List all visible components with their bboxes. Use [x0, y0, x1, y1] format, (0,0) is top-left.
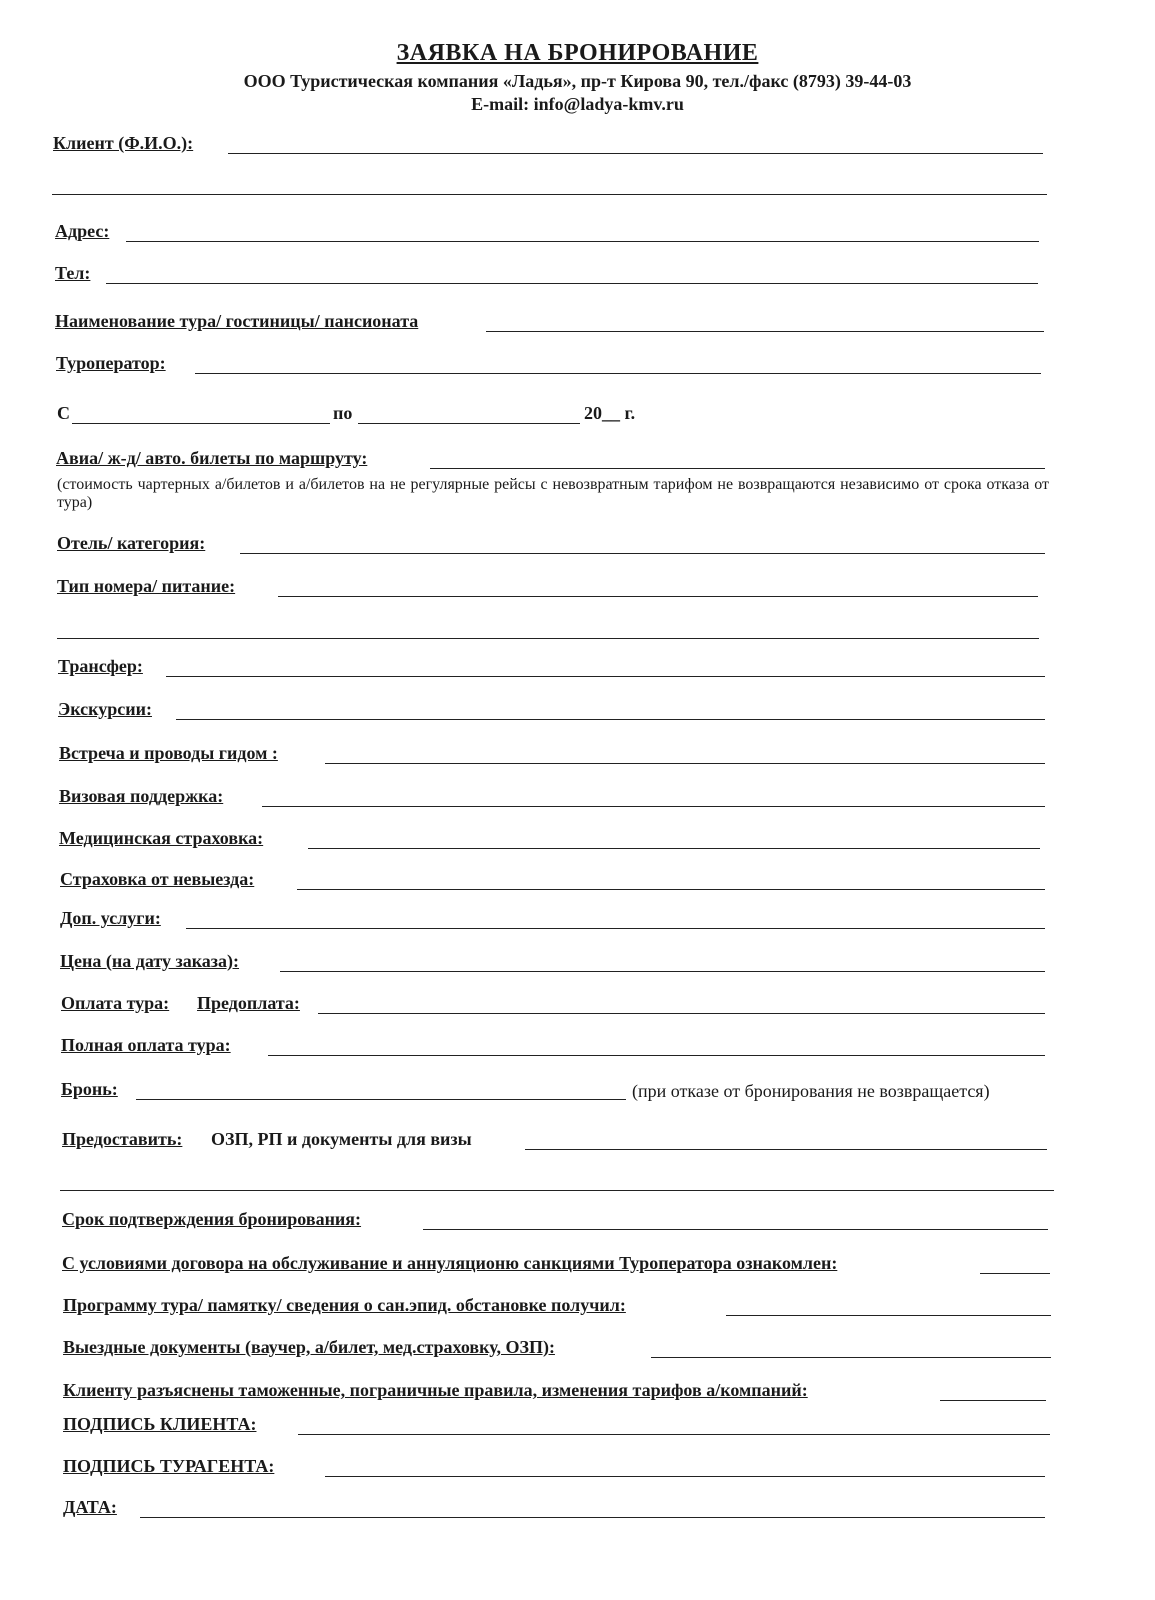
- rules-ack-label: Клиенту разъяснены таможенные, пограничные правила, изменения тарифов а/компаний:: [63, 1380, 808, 1400]
- prepayment-field[interactable]: [318, 1013, 1045, 1014]
- transfer-field[interactable]: [166, 676, 1045, 677]
- terms-ack-label: С условиями договора на обслуживание и аннуляционю санкциями Туроператора ознакомлен:: [62, 1253, 838, 1273]
- price-label: Цена (на дату заказа):: [60, 951, 240, 971]
- client-label: Клиент (Ф.И.О.):: [53, 133, 194, 153]
- row-sign-agent: [0, 1453, 1155, 1483]
- program-ack-label: Программу тура/ памятку/ сведения о сан.эпид. обстановке получил:: [63, 1295, 626, 1315]
- row-client: [0, 130, 1155, 160]
- form-header: [0, 40, 1155, 115]
- date-to-label: по: [333, 403, 353, 423]
- program-ack-field[interactable]: [726, 1315, 1051, 1316]
- full-payment-label: Полная оплата тура:: [61, 1035, 231, 1055]
- row-program-ack: [0, 1292, 1155, 1322]
- docs-ack-label: Выездные документы (ваучер, а/билет, мед.страховку, ОЗП):: [63, 1337, 555, 1357]
- cancel-insurance-field[interactable]: [297, 889, 1045, 890]
- date-to-field[interactable]: [358, 423, 580, 424]
- row-date: [0, 1494, 1155, 1524]
- booking-label: Бронь:: [61, 1079, 118, 1099]
- visa-label: Визовая поддержка:: [59, 786, 224, 806]
- date-from-field[interactable]: [72, 423, 330, 424]
- prepayment-label: Предоплата:: [197, 993, 300, 1013]
- row-payment: [0, 990, 1155, 1020]
- row-tickets: [0, 445, 1155, 475]
- date-from-label: С: [57, 403, 70, 423]
- hotel-label: Отель/ категория:: [57, 533, 206, 553]
- row-visa: [0, 783, 1155, 813]
- excursions-label: Экскурсии:: [58, 699, 152, 719]
- row-phone: [0, 260, 1155, 290]
- client-field[interactable]: [228, 153, 1043, 154]
- sign-client-label: ПОДПИСЬ КЛИЕНТА:: [63, 1414, 257, 1434]
- room-field-line2[interactable]: [57, 638, 1039, 639]
- row-hotel: [0, 530, 1155, 560]
- row-guide: [0, 740, 1155, 770]
- row-docs-ack: [0, 1334, 1155, 1364]
- company-info: ООО Туристическая компания «Ладья», пр-т Кирова 90, тел./факс (8793) 39-44-03: [243, 71, 912, 91]
- tickets-note: (стоимость чартерных а/билетов и а/билетов на не регулярные рейсы с невозвратным тарифом не возвращаются независимо от срока отказа от тура): [57, 476, 1049, 511]
- guide-label: Встреча и проводы гидом :: [59, 743, 278, 763]
- excursions-field[interactable]: [176, 719, 1045, 720]
- row-full-payment: [0, 1032, 1155, 1062]
- row-provide: [0, 1126, 1155, 1156]
- row-room: [0, 573, 1155, 603]
- confirm-term-field[interactable]: [423, 1229, 1048, 1230]
- provide-field-line2[interactable]: [60, 1190, 1054, 1191]
- extra-label: Доп. услуги:: [60, 908, 161, 928]
- row-transfer: [0, 653, 1155, 683]
- date-label: ДАТА:: [63, 1497, 117, 1517]
- operator-label: Туроператор:: [56, 353, 166, 373]
- confirm-term-label: Срок подтверждения бронирования:: [62, 1209, 362, 1229]
- row-price: [0, 948, 1155, 978]
- rules-ack-field[interactable]: [940, 1400, 1046, 1401]
- med-insurance-field[interactable]: [308, 848, 1040, 849]
- price-field[interactable]: [280, 971, 1045, 972]
- row-excursions: [0, 696, 1155, 726]
- sign-agent-field[interactable]: [325, 1476, 1045, 1477]
- row-rules-ack: [0, 1377, 1155, 1407]
- row-med-insurance: [0, 825, 1155, 855]
- row-address: [0, 218, 1155, 248]
- client-field-line2[interactable]: [52, 194, 1047, 195]
- sign-client-field[interactable]: [298, 1434, 1050, 1435]
- tour-name-label: Наименование тура/ гостиницы/ пансионата: [55, 311, 419, 331]
- sign-agent-label: ПОДПИСЬ ТУРАГЕНТА:: [63, 1456, 275, 1476]
- booking-field[interactable]: [136, 1099, 626, 1100]
- row-cancel-insurance: [0, 866, 1155, 896]
- room-field[interactable]: [278, 596, 1038, 597]
- transfer-label: Трансфер:: [58, 656, 143, 676]
- provide-field[interactable]: [525, 1149, 1047, 1150]
- provide-label: Предоставить:: [62, 1129, 183, 1149]
- row-sign-client: [0, 1411, 1155, 1441]
- phone-label: Тел:: [55, 263, 91, 283]
- row-confirm-term: [0, 1206, 1155, 1236]
- full-payment-field[interactable]: [268, 1055, 1045, 1056]
- date-field[interactable]: [140, 1517, 1045, 1518]
- med-insurance-label: Медицинская страховка:: [59, 828, 264, 848]
- payment-label: Оплата тура:: [61, 993, 170, 1013]
- tickets-field[interactable]: [430, 468, 1045, 469]
- extra-field[interactable]: [186, 928, 1045, 929]
- docs-ack-field[interactable]: [651, 1357, 1051, 1358]
- company-email: E-mail: info@ladya-kmv.ru: [471, 94, 684, 114]
- address-field[interactable]: [126, 241, 1039, 242]
- date-year-label: 20__ г.: [584, 403, 636, 423]
- row-extra: [0, 905, 1155, 935]
- row-booking: [0, 1076, 1155, 1106]
- room-label: Тип номера/ питание:: [57, 576, 236, 596]
- cancel-insurance-label: Страховка от невыезда:: [60, 869, 255, 889]
- operator-field[interactable]: [195, 373, 1041, 374]
- provide-docs: ОЗП, РП и документы для визы: [211, 1129, 472, 1149]
- form-title: ЗАЯВКА НА БРОНИРОВАНИЕ: [396, 40, 759, 66]
- row-dates: [0, 400, 1155, 430]
- address-label: Адрес:: [55, 221, 110, 241]
- row-terms-ack: [0, 1250, 1155, 1280]
- tickets-label: Авиа/ ж-д/ авто. билеты по маршруту:: [56, 448, 368, 468]
- tour-name-field[interactable]: [486, 331, 1044, 332]
- booking-note: (при отказе от бронирования не возвращается): [632, 1081, 990, 1101]
- visa-field[interactable]: [262, 806, 1045, 807]
- hotel-field[interactable]: [240, 553, 1045, 554]
- terms-ack-field[interactable]: [980, 1273, 1050, 1274]
- row-tour-name: [0, 308, 1155, 338]
- guide-field[interactable]: [325, 763, 1045, 764]
- phone-field[interactable]: [106, 283, 1038, 284]
- row-operator: [0, 350, 1155, 380]
